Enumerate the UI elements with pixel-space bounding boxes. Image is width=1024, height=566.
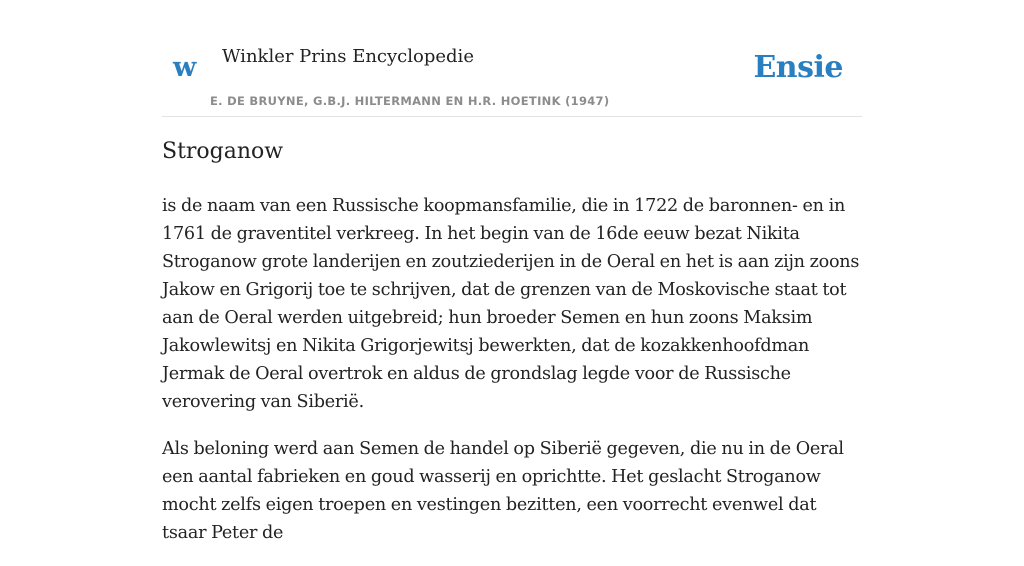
page xyxy=(162,0,862,543)
site-header xyxy=(162,0,862,117)
ensie-brand-link[interactable]: Ensie xyxy=(753,50,843,85)
book-title-link[interactable]: Winkler Prins Encyclopedie xyxy=(222,46,474,67)
encyclopedia-logo[interactable]: w xyxy=(173,52,196,83)
entry-title: Stroganow xyxy=(162,139,284,164)
entry-paragraph: is de naam van een Russische koopmansfamilie, die in 1722 de baronnen- en in 1761 de graventitel verkreeg. In het begin van de 16de eeuw bezat Nikita Stroganow grote landerijen en zoutziederijen in de Oeral en het is aan zijn zoons Jakow en Grigorij toe te schrijven, dat de grenzen van de Moskovische staat tot aan de Oeral werden uitgebreid; hun broeder Semen en hun zoons Maksim Jakowlewitsj en Nikita Grigorjewitsj bewerkten, dat de kozakkenhoofdman Jermak de Oeral overtrok en aldus de grondslag legde voor de Russische verovering van Siberië. xyxy=(162,196,860,412)
entry-body xyxy=(162,192,862,566)
entry-paragraph: Als beloning werd aan Semen de handel op Siberië gegeven, die nu in de Oeral een aantal fabrieken en goud wasserij en oprichtte. Het geslacht Stroganow mocht zelfs eigen troepen en vestingen bezitten, een voorrecht evenwel dat tsaar Peter de xyxy=(162,439,844,543)
book-authors: E. DE BRUYNE, G.B.J. HILTERMANN EN H.R. HOETINK (1947) xyxy=(210,94,610,108)
